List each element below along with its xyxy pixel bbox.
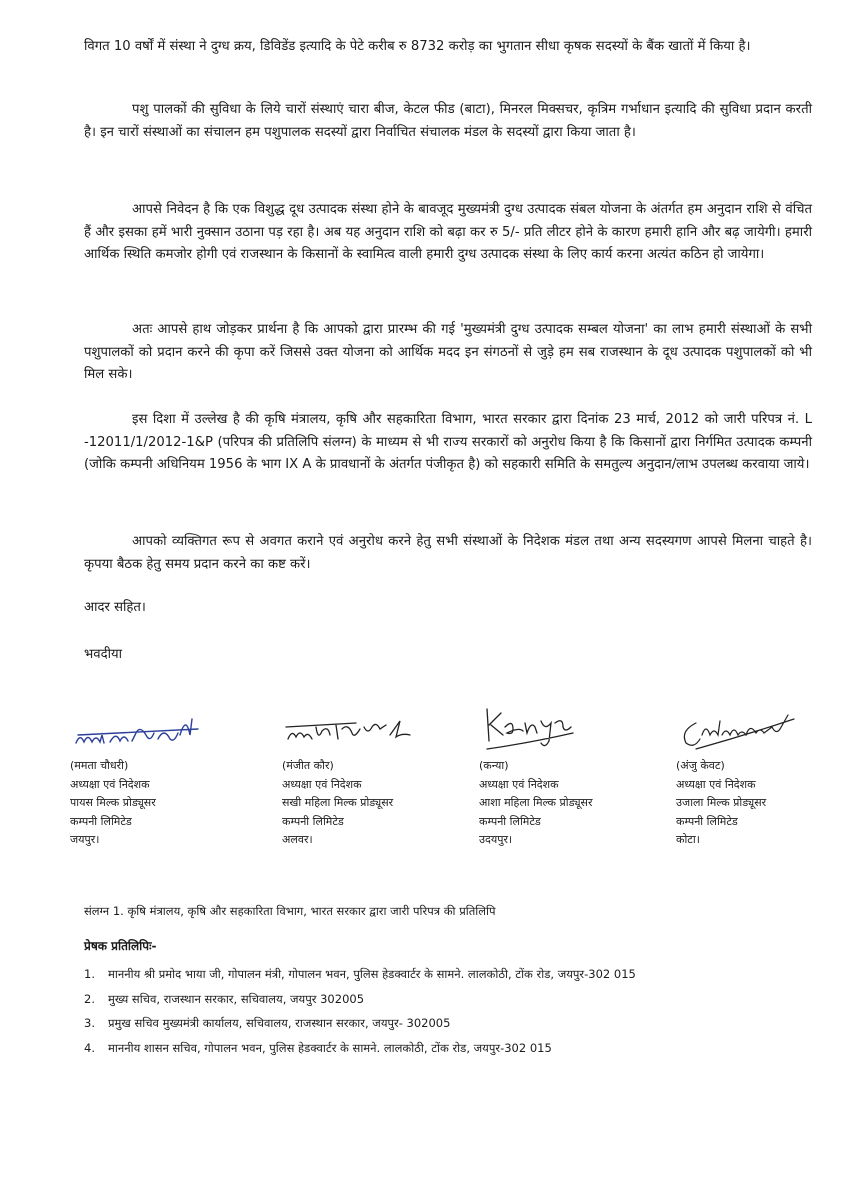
signatory-company-suffix: कम्पनी लिमिटेड [479,814,541,828]
signatory-city: जयपुर। [70,833,100,846]
copy-to-recipient: प्रमुख सचिव मुख्यमंत्री कार्यालय, सचिवालय, राजस्थान सरकार, जयपुर- 302005 [108,1016,451,1030]
copy-to-item [84,992,636,1017]
handwritten-signature-4 [676,705,816,757]
copy-to-number: 4. [84,1040,95,1055]
signatory-name: (कन्या) [479,759,509,772]
letter-paragraph-5: इस दिशा में उल्लेख है की कृषि मंत्रालय, कृषि और सहकारिता विभाग, भारत सरकार द्वारा दिनांक 23 मार्च, 2012 को जारी परिपत्र नं. L -12011/1/2012-1&P (परिपत्र की प्रतिलिपि संलग्न) के माध्यम से भी राज्य सरकारों को अनुरोध किया है कि किसानों द्वारा निर्गमित उत्पादक कम्पनी (जोकि कम्पनी अधिनियम 1956 के भाग IX A के प्रावधानों के अंतर्गत पंजीकृत है) को सहकारी समिति के समतुल्य अनुदान/लाभ उपलब्ध करवाया जाये। [84,412,812,472]
signatory-designation: अध्यक्षा एवं निदेशक [282,777,362,791]
signatory-city: अलवर। [282,833,313,846]
signatory-name: (अंजु केवट) [676,759,725,772]
copy-to-item [84,967,636,992]
handwritten-signature-3 [479,705,619,757]
copy-to-recipient: माननीय श्री प्रमोद भाया जी, गोपालन मंत्री, गोपालन भवन, पुलिस हेडक्वार्टर के सामने. लालकोठी, टोंक रोड, जयपुर-302 015 [108,967,636,981]
signatory-designation: अध्यक्षा एवं निदेशक [70,777,150,791]
copy-to-title: प्रेषक प्रतिलिपिः- [84,939,157,953]
copy-to-item [84,1041,636,1066]
signatory-company-suffix: कम्पनी लिमिटेड [282,814,344,828]
signatory-company: उजाला मिल्क प्रोड्यूसर [676,796,767,809]
handwritten-signature-2 [282,705,422,757]
copy-to-number: 3. [84,1016,95,1030]
copy-to-number: 2. [84,991,95,1006]
signatory-city: कोटा। [676,833,700,846]
sign-off-text: भवदीया [84,647,123,662]
handwritten-signature-1 [70,705,210,757]
closing-text: आदर सहित। [84,600,146,615]
copy-to-item [84,1016,636,1041]
signatory-designation: अध्यक्षा एवं निदेशक [479,777,559,791]
signatory-company: सखी महिला मिल्क प्रोड्यूसर [282,796,394,809]
letter-paragraph-2: पशु पालकों की सुविधा के लिये चारों संस्थाएं चारा बीज, केटल फीड (बाटा), मिनरल मिक्सचर, कृत्रिम गर्भाधान इत्यादि की सुविधा प्रदान करती है। इन चारों संस्थाओं का संचालन हम पशुपालक सदस्यों द्वारा निर्वाचित संचालक मंडल के सदस्यों द्वारा किया जाता है। [84,102,812,140]
signatory-company-suffix: कम्पनी लिमिटेड [676,814,738,828]
copy-to-recipient: माननीय शासन सचिव, गोपालन भवन, पुलिस हेडक्वार्टर के सामने. लालकोठी, टोंक रोड, जयपुर-302 015 [108,1040,552,1055]
letter-paragraph-4: अतः आपसे हाथ जोड़कर प्रार्थना है कि आपको द्वारा प्रारम्भ की गई 'मुख्यमंत्री दुग्ध उत्पादक सम्बल योजना' का लाभ हमारी संस्थाओं के सभी पशुपालकों को प्रदान करने की कृपा करें जिससे उक्त योजना को आर्थिक मदद इन संगठनों से जुड़े हम सब राजस्थान के दूध उत्पादक पशुपालकों को भी मिल सके। [84,322,812,382]
letter-paragraph-3: आपसे निवेदन है कि एक विशुद्ध दूध उत्पादक संस्था होने के बावजूद मुख्यमंत्री दुग्ध उत्पादक संबल योजना के अंतर्गत हम अनुदान राशि से वंचित हैं और इसका हमें भारी नुक्सान उठाना पड़ रहा है। अब यह अनुदान राशि को बढ़ा कर रु 5/- प्रति लीटर होने के कारण हमारी हानि और बढ़ जायेगी। हमारी आर्थिक स्थिति कमजोर होगी एवं राजस्थान के किसानों के स्वामित्व वाली हमारी दुग्ध उत्पादक संस्था के लिए कार्य करना अत्यंत कठिन हो जायेगा। [84,202,812,262]
letter-paragraph-6: आपको व्यक्तिगत रूप से अवगत कराने एवं अनुरोध करने हेतु सभी संस्थाओं के निदेशक मंडल तथा अन्य सदस्यगण आपसे मिलना चाहते है। कृपया बैठक हेतु समय प्रदान करने का कष्ट करें। [84,534,812,572]
signatory-designation: अध्यक्षा एवं निदेशक [676,777,756,791]
signatory-company-suffix: कम्पनी लिमिटेड [70,814,132,828]
signatory-city: उदयपुर। [479,833,513,846]
signatory-name: (ममता चौधरी) [70,759,129,772]
signatory-name: (मंजीत कौर) [282,759,334,772]
copy-to-recipient: मुख्य सचिव, राजस्थान सरकार, सचिवालय, जयपुर 302005 [108,991,365,1006]
copy-to-number: 1. [84,967,95,981]
signatory-company: आशा महिला मिल्क प्रोड्यूसर [479,796,593,809]
signatory-company: पायस मिल्क प्रोड्यूसर [70,796,156,809]
letter-paragraph-1: विगत 10 वर्षों में संस्था ने दुग्ध क्रय, डिविडेंड इत्यादि के पेटे करीब रु 8732 करोड़ का भुगतान सीधा कृषक सदस्यों के बैंक खातों में किया है। [84,39,751,54]
copy-to-list [84,967,636,1065]
enclosure-note: संलग्न 1. कृषि मंत्रालय, कृषि और सहकारिता विभाग, भारत सरकार द्वारा जारी परिपत्र की प्रतिलिपि [84,904,496,918]
